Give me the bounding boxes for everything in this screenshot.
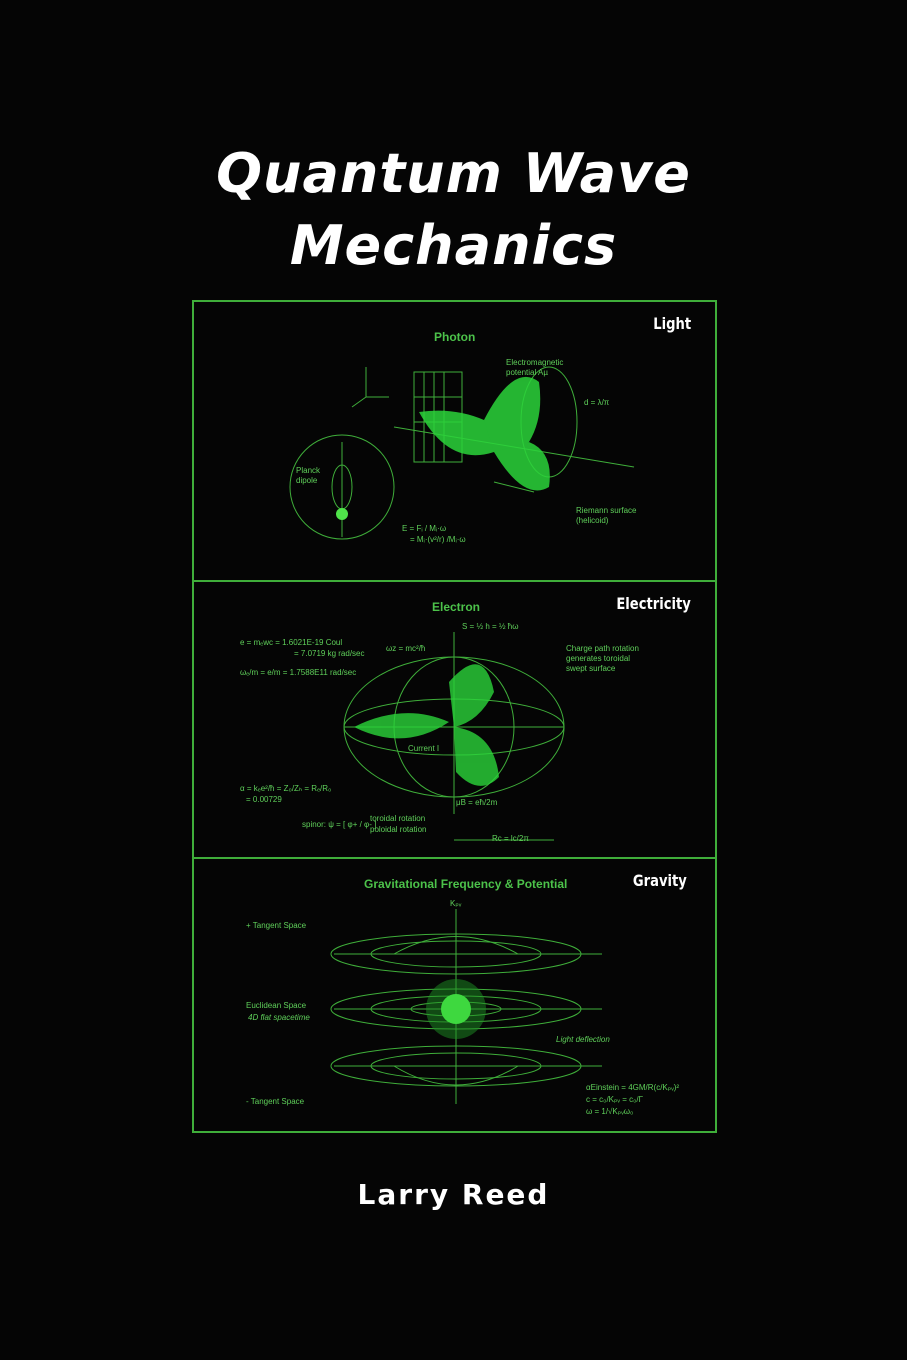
photon-title: Photon: [434, 330, 476, 344]
d-equation: d = λ/π: [584, 398, 610, 407]
tangent-minus-label: - Tangent Space: [246, 1097, 305, 1106]
light-deflection-label: Light deflection: [556, 1035, 610, 1044]
electron-title: Electron: [432, 600, 481, 614]
alpha-einstein-equation: αEinstein = 4GM/R(c/Kₚᵥ)²: [586, 1083, 680, 1092]
gravity-label: Gravity: [633, 871, 687, 890]
energy-equation-2: = Mᵢ·(v²/r) /Mᵢ·ω: [410, 535, 466, 544]
light-panel: [194, 302, 715, 578]
poloidal-label: poloidal rotation: [370, 825, 427, 834]
flat-spacetime-label: 4D flat spacetime: [248, 1013, 310, 1022]
omega-equation: ωₑ/m = e/m = 1.7588E11 rad/sec: [240, 668, 357, 677]
spin-equation: S = ½ h = ½ ħω: [462, 622, 519, 631]
e-equation: e = mₑwᴄ = 1.6021E-19 Coul: [240, 638, 343, 647]
current-label: Current I: [408, 744, 440, 753]
illustration-frame: [192, 300, 717, 1133]
electricity-panel: [194, 580, 715, 858]
euclidean-label: Euclidean Space: [246, 1001, 307, 1010]
kpv-label: Kₚᵥ: [450, 899, 462, 908]
toroidal-label: toroidal rotation: [370, 814, 426, 823]
radius-equation: Rᴄ = lᴄ/2π: [492, 834, 529, 843]
spinor-equation: spinor: ψ = [ φ+ / φ- ]: [302, 820, 377, 829]
book-title-line-2: Mechanics: [289, 214, 618, 277]
planck-dipole-annotation: Planck dipole: [296, 466, 321, 485]
riemann-annotation: Riemann surface (helicoid): [576, 506, 637, 525]
omega-gravity-equation: ω = 1/√Kₚᵥω₀: [586, 1107, 634, 1116]
alpha-value: = 0.00729: [246, 795, 282, 804]
gravity-title: Gravitational Frequency & Potential: [364, 877, 568, 891]
author-name: Larry Reed: [357, 1178, 550, 1211]
mu-equation: μB = eħ/2m: [456, 798, 498, 807]
charge-path-annotation: Charge path rotation generates toroidal swept surface: [566, 644, 639, 673]
light-label: Light: [653, 314, 691, 333]
electron-diagram: [194, 582, 715, 858]
tangent-plus-label: + Tangent Space: [246, 921, 307, 930]
e-equation-2: = 7.0719 kg rad/sec: [294, 649, 365, 658]
c-equation: c = c₀/Kₚᵥ = c₀/Γ: [586, 1095, 644, 1104]
electricity-label: Electricity: [616, 594, 691, 613]
omega-z-equation: ωz = mc²/ħ: [386, 644, 426, 653]
energy-equation-1: E = Fᵢ / Mᵢ·ω: [402, 524, 447, 533]
em-potential-annotation: Electromagnetic potential Aµ: [506, 358, 564, 377]
gravity-panel: [194, 857, 715, 1133]
book-title-line-1: Quantum Wave: [216, 142, 691, 205]
alpha-equation: α = kₑe²/ħ = Z₀/Zₕ = Rₑ/R₀: [240, 784, 332, 793]
